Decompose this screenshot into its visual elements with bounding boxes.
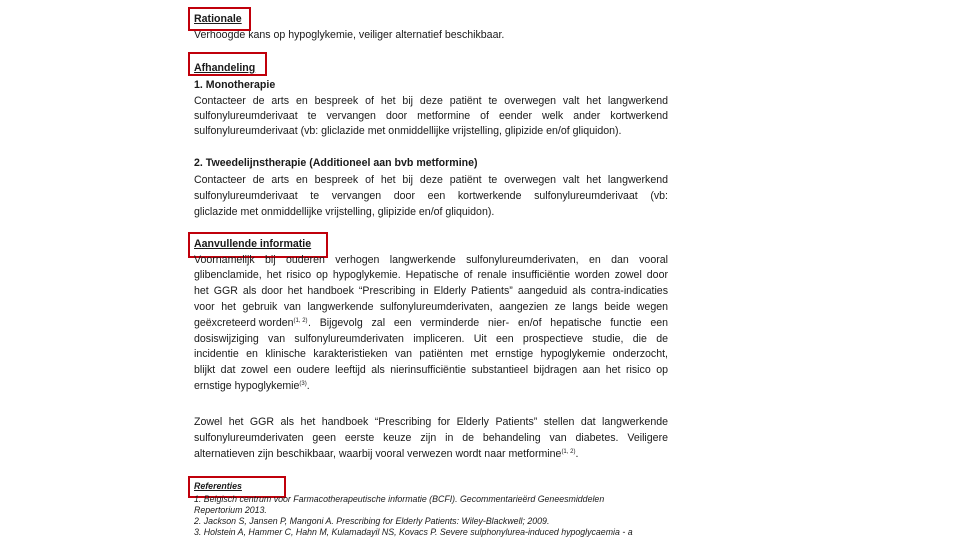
afhandeling-heading: Afhandeling bbox=[194, 62, 256, 74]
para1-line: voor het gebruik van langwerkende sulfonylureumderivaten, aangezien ze langs beide wegen bbox=[194, 301, 668, 313]
citation-superscript: (3) bbox=[299, 381, 307, 387]
item1-title: 1. Monotherapie bbox=[194, 79, 276, 91]
para1-segment: geëxcreteerd worden$^{(1, 2)}$ bbox=[194, 317, 308, 329]
para1-line: incidentie en klinische karakteristieken van patiënten met ernstige hypoglykemie onderzocht, bbox=[194, 348, 668, 360]
para2-line-with-citation: alternatieven zijn beschikbaar, waarbij vooral verwezen wordt naar metformine$^{(1, 2)}$. bbox=[194, 448, 579, 460]
reference-item: 1. Belgisch centrum voor Farmacotherapeutische informatie (BCFI). Gecommentarieërd Geneesmiddelen bbox=[194, 494, 605, 504]
item2-line: gliclazide met onmiddellijke vrijstelling, glipizide en/of gliquidon). bbox=[194, 206, 495, 218]
reference-item: Repertorium 2013. bbox=[194, 505, 267, 515]
item1-line: sulfonylureumderivaat (vb: gliclazide met onmiddellijke vrijstelling, glipizide en/of gliquidon). bbox=[194, 125, 622, 137]
para1-line-with-citation: ernstige hypoglykemie$^{(3)}$. bbox=[194, 380, 310, 392]
item1-line: sulfonylureumderivaat te vervangen door metformine of eender welk ander kortwerkend bbox=[194, 110, 668, 122]
referenties-heading: Referenties bbox=[194, 481, 242, 491]
highlight-box-afhandeling bbox=[188, 52, 267, 76]
highlight-box-rationale bbox=[188, 7, 251, 31]
item2-line: sulfonylureumderivaat te vervangen door een kortwerkende sulfonylureumderivaat (vb: bbox=[194, 190, 668, 202]
rationale-heading: Rationale bbox=[194, 13, 242, 25]
citation-superscript: (1, 2) bbox=[293, 318, 308, 324]
para1-segment: . Bijgevolg zal een verminderde nier- en/of hepatische functie een bbox=[308, 317, 668, 329]
para2-line: Zowel het GGR als het handboek “Prescribing for Elderly Patients” stellen dat langwerkende bbox=[194, 416, 668, 428]
para1-line: Voornamelijk bij ouderen verhogen langwerkende sulfonylureumderivaten, en dan vooral bbox=[194, 254, 668, 266]
para1-line: het GGR als door het handboek “Prescribing in Elderly Patients” aangeduid als contra-indicaties bbox=[194, 285, 668, 297]
reference-item: 3. Holstein A, Hammer C, Hahn M, Kulamadayil NS, Kovacs P. Severe sulphonylurea-induced hypoglycaemia - a bbox=[194, 527, 633, 537]
item2-line: Contacteer de arts en bespreek of het bij deze patiënt te overwegen valt het langwerkend bbox=[194, 174, 668, 186]
para1-line-with-citation bbox=[194, 316, 668, 331]
para1-line: glibenclamide, het risico op hypoglykemie. Hepatische of renale insufficiëntie worden zowel door bbox=[194, 269, 668, 281]
aanvullend-heading: Aanvullende informatie bbox=[194, 238, 312, 250]
rationale-text: Verhoogde kans op hypoglykemie, veiliger alternatief beschikbaar. bbox=[194, 29, 505, 41]
reference-item: 2. Jackson S, Jansen P, Mangoni A. Prescribing for Elderly Patients: Wiley-Blackwell; 2009. bbox=[194, 516, 550, 526]
para1-line: blijkt dat zowel een oudere leeftijd als nierinsufficiëntie substantieel bijdragen aan het risico op bbox=[194, 364, 668, 376]
item1-line: Contacteer de arts en bespreek of het bij deze patiënt te overwegen valt het langwerkend bbox=[194, 95, 668, 107]
para2-line: sulfonylureumderivaten geen eerste keuze zijn in de behandeling van diabetes. Veiligere bbox=[194, 432, 668, 444]
item2-title: 2. Tweedelijnstherapie (Additioneel aan bvb metformine) bbox=[194, 157, 478, 169]
citation-superscript: (1, 2) bbox=[561, 449, 576, 455]
para1-line: dosiswijziging van sulfonylureumderivaten impliceren. Uit een prospectieve studie, die de bbox=[194, 333, 668, 345]
